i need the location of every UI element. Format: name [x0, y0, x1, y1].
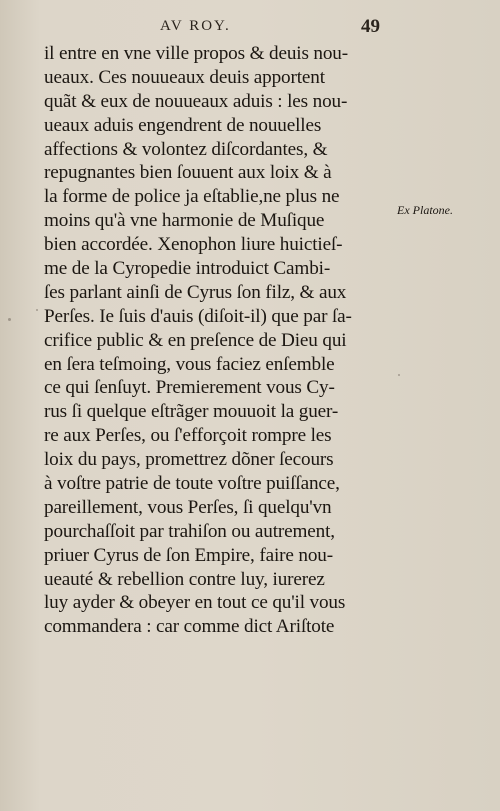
text-line: Perſes. Ie ſuis d'auis (diſoit-il) que par ſa-: [44, 305, 352, 327]
text-line: il entre en vne ville propos & deuis nou-: [44, 43, 348, 64]
text-line: commandera : car comme dict Ariſtote: [44, 616, 335, 638]
page-number: 49: [361, 16, 380, 37]
paper-speck: [8, 318, 11, 321]
text-line: quãt & eux de nouueaux aduis : les nou-: [44, 90, 348, 112]
text-line: priuer Cyrus de ſon Empire, faire nou-: [44, 544, 333, 566]
text-line: en ſera teſmoing, vous faciez enſemble: [44, 353, 335, 375]
margin-note: Ex Platone.: [397, 203, 453, 217]
text-line: ueauté & rebellion contre luy, iurerez: [44, 568, 325, 590]
text-line: à voſtre patrie de toute voſtre puiſſance,: [44, 473, 340, 495]
text-line: rus ſi quelque eſtrãger mouuoit la guer-: [44, 401, 339, 423]
text-line: ce qui ſenſuyt. Premierement vous Cy-: [44, 377, 335, 399]
text-line: ſes parlant ainſi de Cyrus ſon filz, & aux: [44, 281, 347, 303]
paper-speck: [36, 309, 38, 311]
body-text: [44, 42, 396, 639]
text-line: affections & volontez diſcordantes, &: [44, 138, 328, 160]
text-line: ueaux. Ces nouueaux deuis apportent: [44, 66, 325, 88]
text-line: repugnantes bien ſouuent aux loix & à: [44, 162, 332, 184]
text-line: luy ayder & obeyer en tout ce qu'il vous: [44, 592, 346, 614]
text-line: pareillement, vous Perſes, ſi quelqu'vn: [44, 496, 332, 518]
page-header: [150, 14, 380, 40]
running-head: AV ROY.: [160, 18, 231, 34]
text-line: re aux Perſes, ou ſ'efforçoit rompre les: [44, 425, 332, 447]
text-line: ueaux aduis engendrent de nouuelles: [44, 114, 322, 136]
text-line: la forme de police ja eſtablie,ne plus ne: [44, 186, 340, 208]
text-line: bien accordée. Xenophon liure huictieſ-: [44, 234, 343, 256]
text-line: crifice public & en preſence de Dieu qui: [44, 329, 347, 351]
paper-speck: [398, 374, 400, 376]
text-line: moins qu'à vne harmonie de Muſique: [44, 210, 325, 232]
text-line: pourchaſſoit par trahiſon ou autrement,: [44, 520, 335, 542]
text-line: loix du pays, promettrez dõner ſecours: [44, 449, 334, 471]
text-line: me de la Cyropedie introduict Cambi-: [44, 258, 331, 280]
